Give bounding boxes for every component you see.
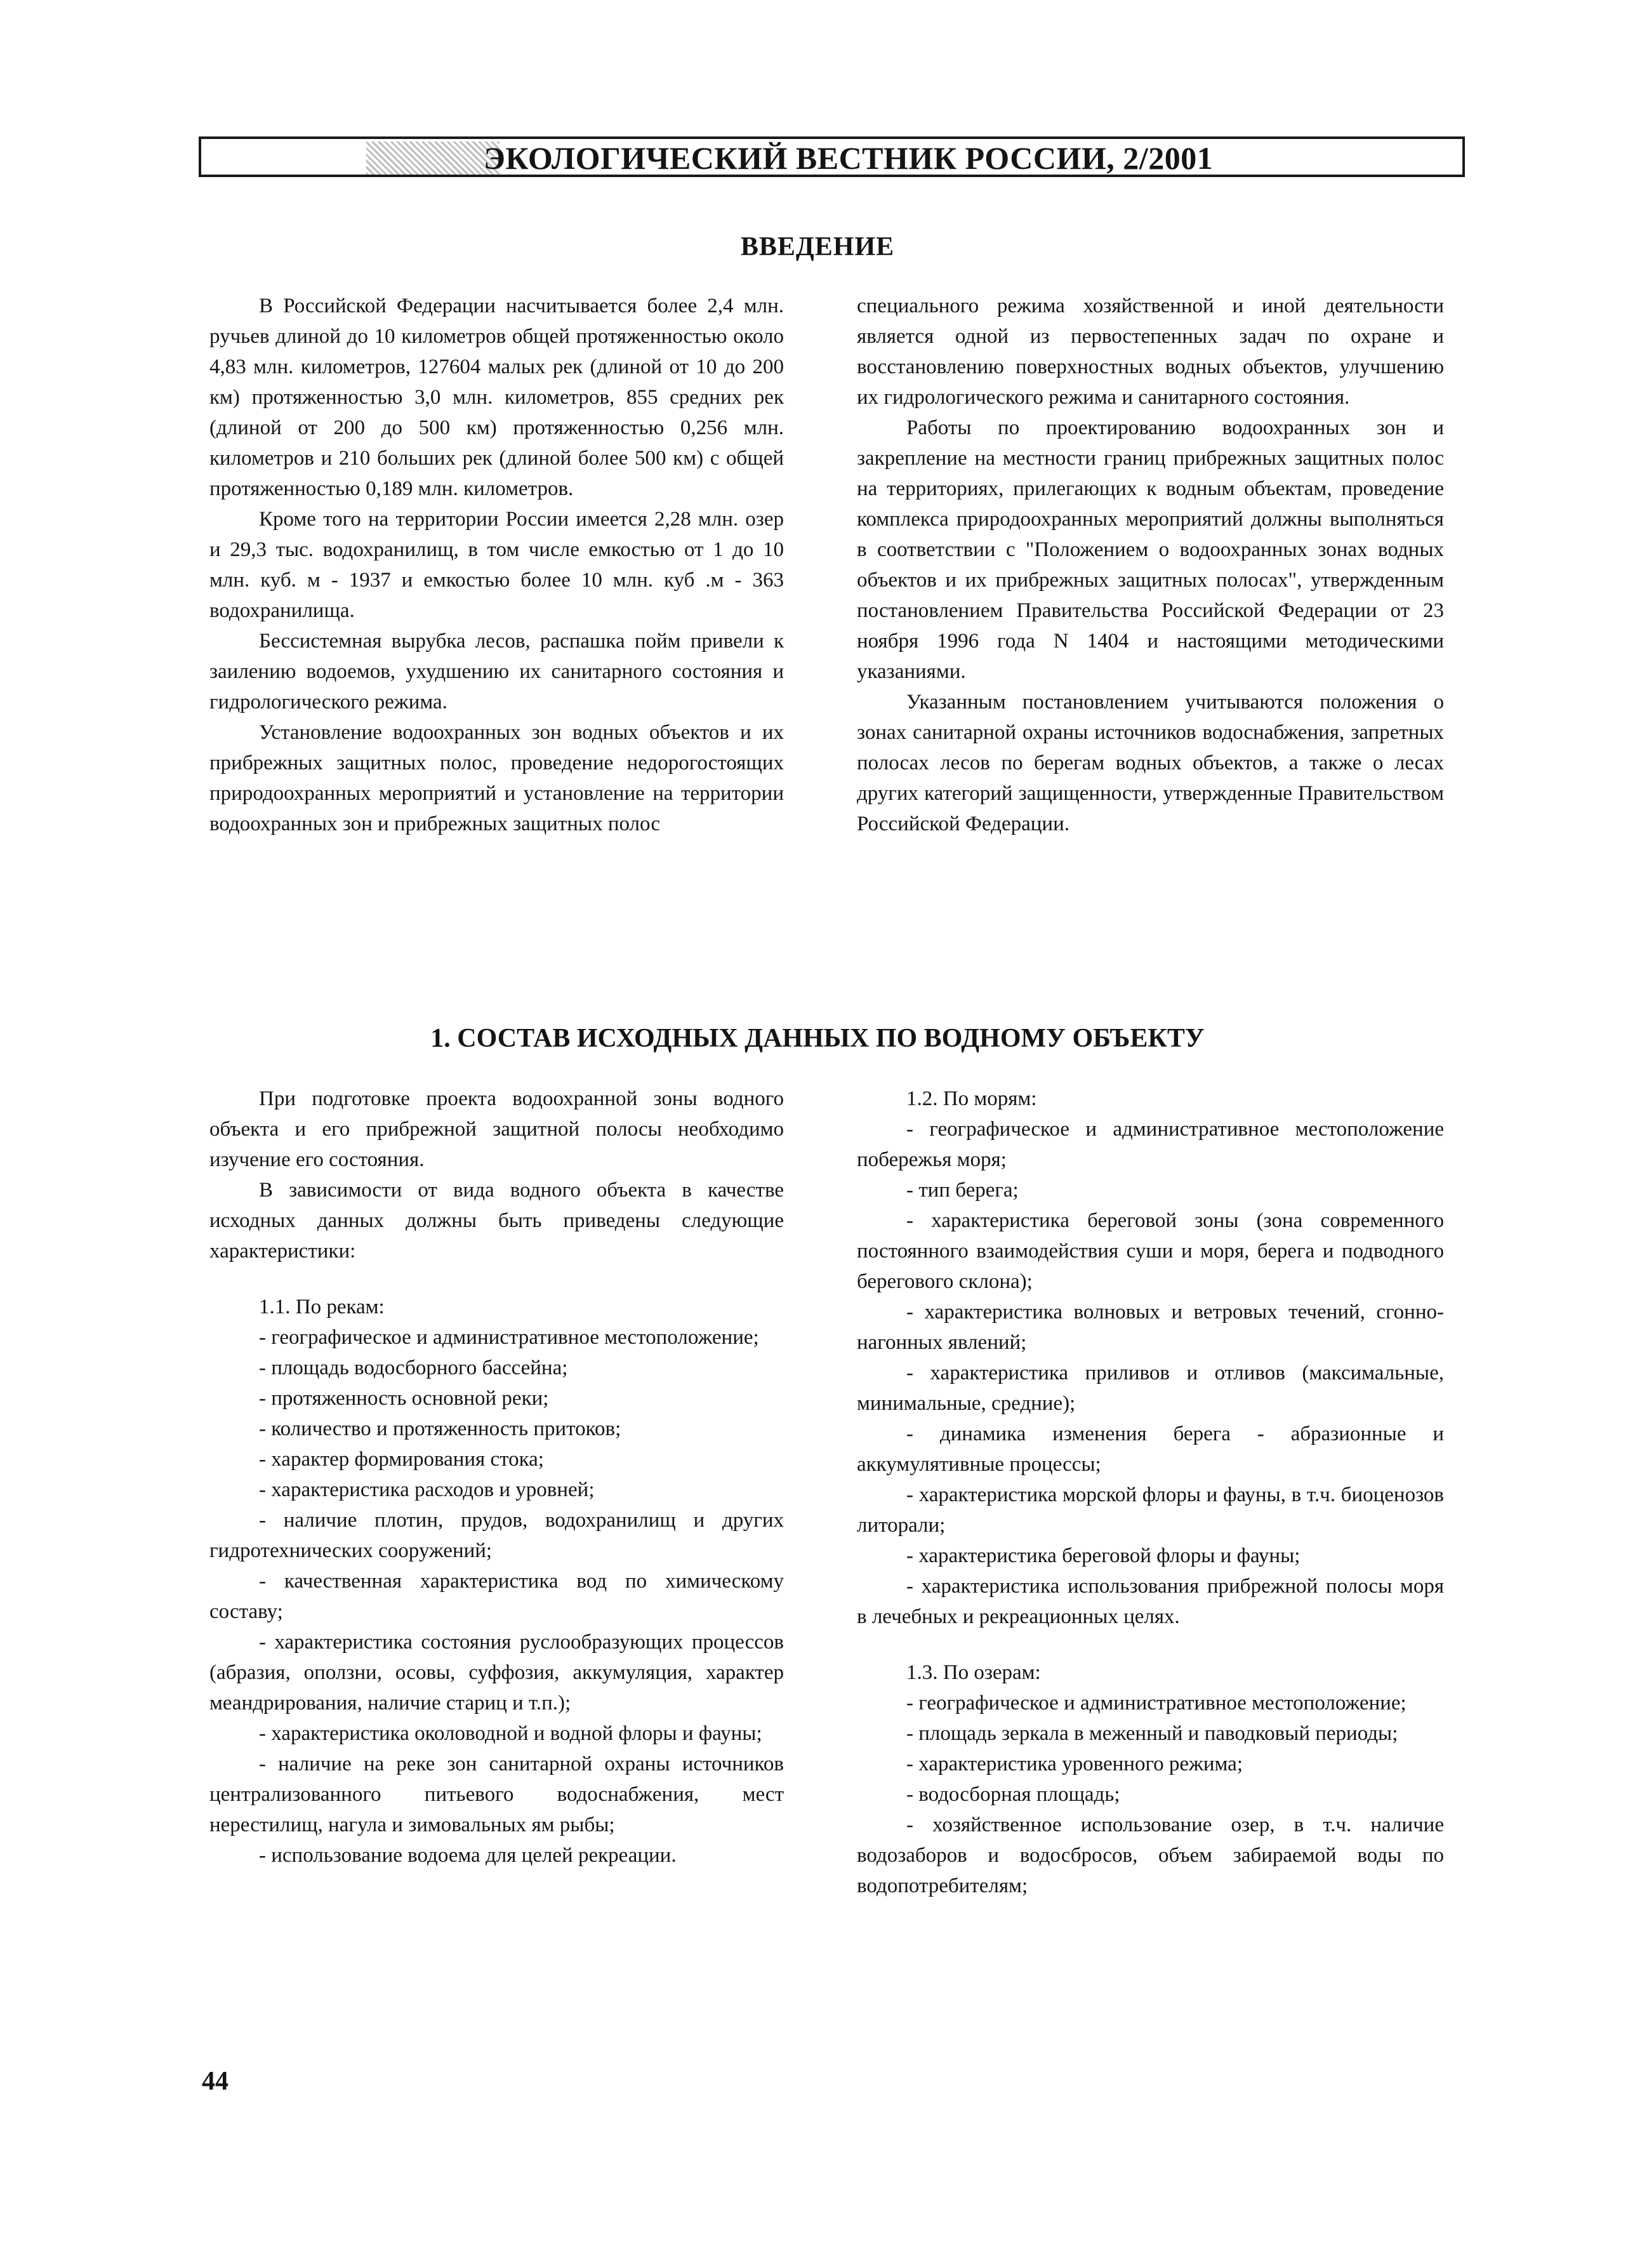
list-item: - наличие плотин, прудов, водохранилищ и других гидротехнических сооружений;: [209, 1509, 784, 1562]
list-item: - количество и протяженность притоков;: [259, 1417, 621, 1440]
list-item: - качественная характеристика вод по химическому составу;: [209, 1570, 784, 1623]
header-hatch-decoration: [366, 142, 500, 175]
list-item: - характеристика уровенного режима;: [906, 1753, 1243, 1775]
intro-paragraph: специального режима хозяйственной и иной деятельности является одной из первостепенных задач по охране и восстановлению поверхностных водных объектов, улучшению их гидрологического режима и санитарного состояния.: [857, 295, 1444, 409]
intro-paragraph: В Российской Федерации насчитывается более 2,4 млн. ручьев длиной до 10 километров общей протяженностью около 4,83 млн. километров, 127604 малых рек (длиной от 10 до 200 км) протяженностью 3,0 млн. километров, 855 средних рек (длиной от 200 до 500 км) протяженностью 0,256 млн. километров и 210 больших рек (длиной более 500 км) с общей протяженностью 0,189 млн. километров.: [209, 295, 784, 500]
list-item: - наличие на реке зон санитарной охраны источников централизованного питьевого водоснабжения, мест нерестилищ, нагула и зимовальных ям рыбы;: [209, 1753, 784, 1836]
intro-paragraph: Указанным постановлением учитываются положения о зонах санитарной охраны источников водоснабжения, запретных полосах лесов по берегам водных объектов, а также о лесах других категорий защищенности, утвержденные Правительством Российской Федерации.: [857, 691, 1444, 835]
intro-heading: ВВЕДЕНИЕ: [740, 232, 895, 262]
section-paragraph: При подготовке проекта водоохранной зоны водного объекта и его прибрежной защитной полосы необходимо изучение его состояния.: [209, 1087, 784, 1171]
subsection-title-lakes: 1.3. По озерам:: [906, 1661, 1041, 1684]
list-item: - характеристика береговой флоры и фауны;: [906, 1544, 1301, 1567]
journal-title: ЭКОЛОГИЧЕСКИЙ ВЕСТНИК РОССИИ, 2/2001: [484, 140, 1214, 176]
intro-paragraph: Работы по проектированию водоохранных зон и закрепление на местности границ прибрежных защитных полос на территориях, прилегающих к водным объектам, проведение комплекса природоохранных мероприятий должны выполняться в соответствии с "Положением о водоохранных зонах водных объектов и их прибрежных защитных полосах", утвержденным постановлением Правительства Российской Федерации от 23 ноября 1996 года N 1404 и настоящими методическими указаниями.: [857, 416, 1444, 683]
list-item: - характеристика использования прибрежной полосы моря в лечебных и рекреационных целях.: [857, 1575, 1444, 1628]
intro-paragraph: Кроме того на территории России имеется 2,28 млн. озер и 29,3 тыс. водохранилищ, в том числе емкостью от 1 до 10 млн. куб. м - 1937 и емкостью более 10 млн. куб .м - 363 водохранилища.: [209, 508, 784, 622]
intro-paragraph: Бессистемная вырубка лесов, распашка пойм привели к заилению водоемов, ухудшению их санитарного состояния и гидрологического режима.: [209, 630, 784, 713]
list-item: - географическое и административное местоположение;: [906, 1692, 1407, 1714]
list-item: - характеристика морской флоры и фауны, в т.ч. биоценозов литорали;: [857, 1483, 1444, 1537]
subsection-title-rivers: 1.1. По рекам:: [259, 1296, 385, 1318]
journal-header: [199, 136, 1465, 177]
section1-right-column: [857, 1084, 1444, 1901]
list-item: - характеристика волновых и ветровых течений, сгонно-нагонных явлений;: [857, 1301, 1444, 1354]
list-item: - характеристика состояния руслообразующих процессов (абразия, оползни, осовы, суффозия, аккумуляция, характер меандрирования, наличие стариц и т.п.);: [209, 1631, 784, 1714]
intro-paragraph: Установление водоохранных зон водных объектов и их прибрежных защитных полос, проведение недорогостоящих природоохранных мероприятий и установление на территории водоохранных зон и прибрежных защитных полос: [209, 721, 784, 835]
list-item: - использование водоема для целей рекреации.: [259, 1844, 677, 1867]
list-item: - площадь водосборного бассейна;: [259, 1356, 568, 1379]
section1-left-column: [209, 1084, 784, 1871]
section-heading: 1. СОСТАВ ИСХОДНЫХ ДАННЫХ ПО ВОДНОМУ ОБЪЕКТУ: [430, 1024, 1205, 1053]
list-item: - площадь зеркала в меженный и паводковый периоды;: [906, 1722, 1398, 1745]
list-item: - динамика изменения берега - абразионные и аккумулятивные процессы;: [857, 1422, 1444, 1476]
page-number: 44: [202, 2067, 228, 2096]
list-item: - водосборная площадь;: [906, 1783, 1120, 1806]
list-item: - географическое и административное местоположение;: [259, 1326, 759, 1349]
list-item: - характеристика приливов и отливов (максимальные, минимальные, средние);: [857, 1362, 1444, 1415]
intro-left-column: [209, 291, 784, 839]
list-item: - характеристика расходов и уровней;: [259, 1478, 595, 1501]
intro-right-column: [857, 291, 1444, 839]
section-paragraph: В зависимости от вида водного объекта в качестве исходных данных должны быть приведены следующие характеристики:: [209, 1179, 784, 1263]
list-item: - географическое и административное местоположение побережья моря;: [857, 1118, 1444, 1171]
list-item: - характеристика околоводной и водной флоры и фауны;: [259, 1722, 762, 1745]
list-item: - хозяйственное использование озер, в т.ч. наличие водозаборов и водосбросов, объем забираемой воды по водопотребителям;: [857, 1814, 1444, 1897]
list-item: - характер формирования стока;: [259, 1448, 544, 1471]
list-item: - характеристика береговой зоны (зона современного постоянного взаимодействия суши и моря, берега и подводного берегового склона);: [857, 1209, 1444, 1293]
list-item: - тип берега;: [906, 1179, 1019, 1202]
list-item: - протяженность основной реки;: [259, 1387, 549, 1410]
subsection-title-seas: 1.2. По морям:: [906, 1087, 1037, 1110]
